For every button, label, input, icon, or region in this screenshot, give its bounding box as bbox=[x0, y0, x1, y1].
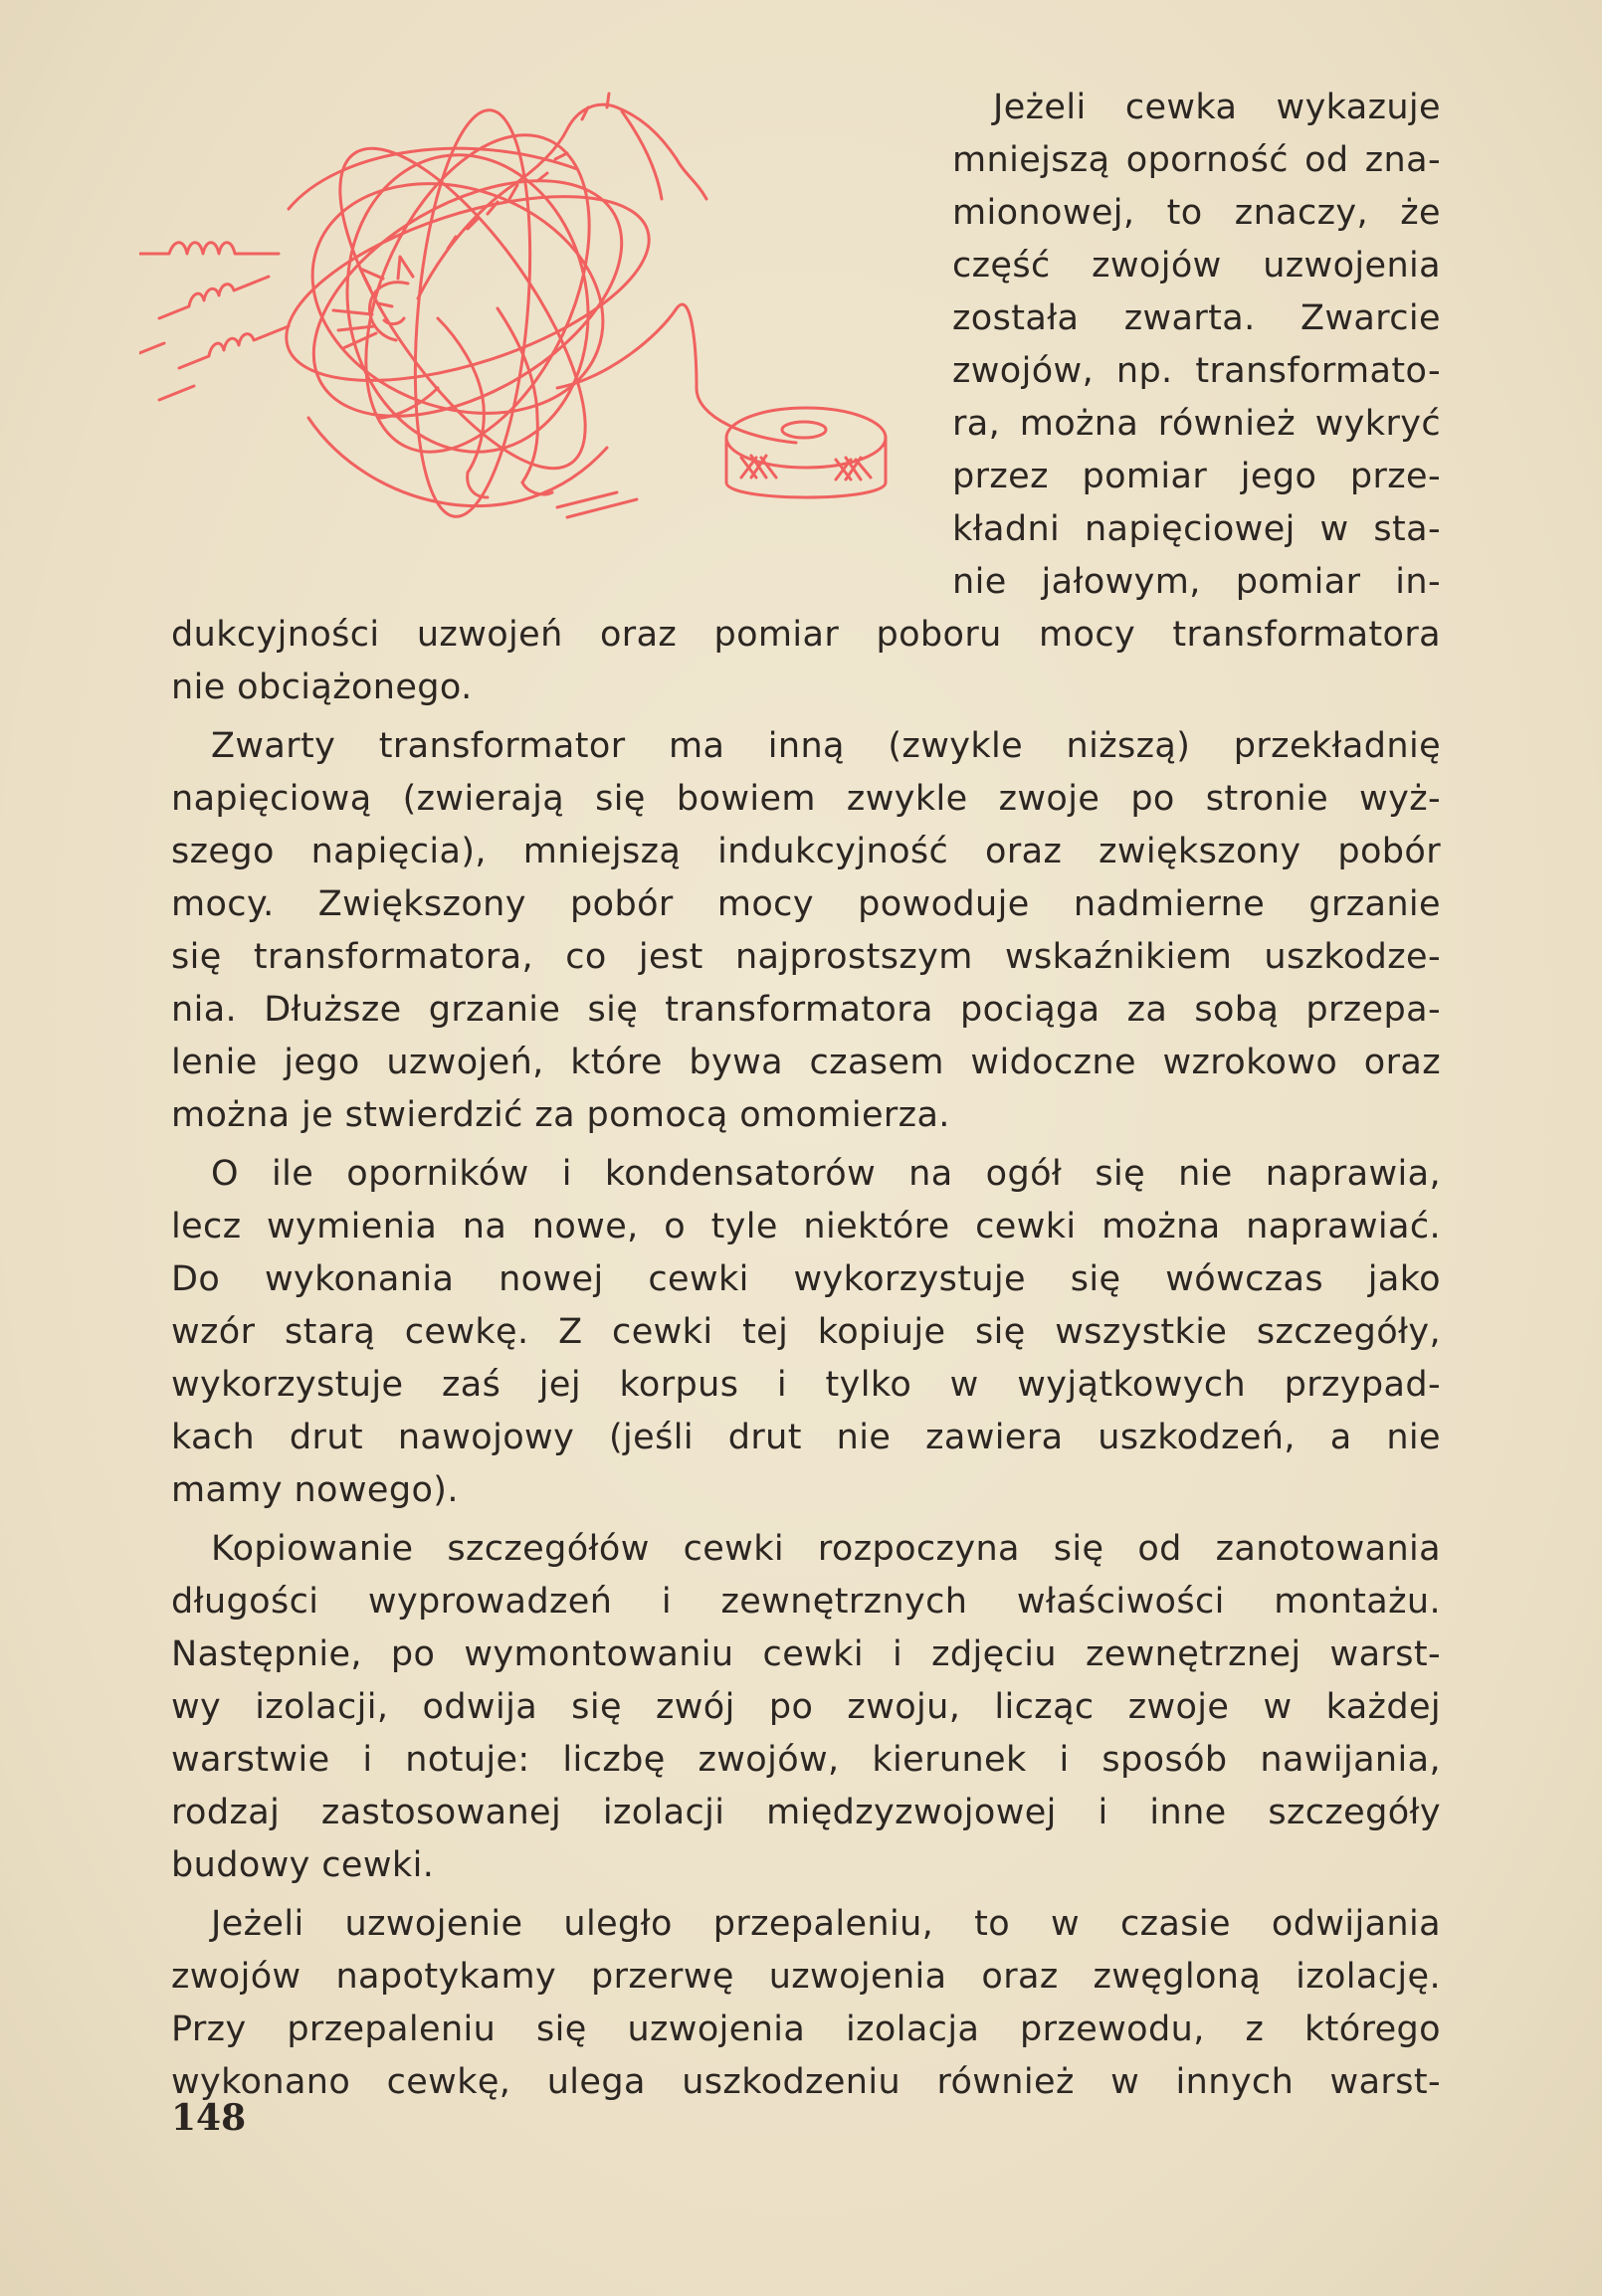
text-line: lecz wymienia na nowe, o tyle niektóre cewki można naprawiać. bbox=[171, 1207, 1441, 1246]
text-line: została zwarta. Zwarcie bbox=[952, 298, 1441, 338]
text-line: przez pomiar jego prze- bbox=[952, 457, 1441, 496]
text-line: nia. Dłuższe grzanie się transformatora pociąga za sobą przepa- bbox=[171, 990, 1441, 1030]
text-line: Zwarty transformator ma inną (zwykle niższą) przekładnię bbox=[211, 726, 1441, 766]
cat-with-coil-icon bbox=[139, 90, 935, 607]
text-line: kach drut nawojowy (jeśli drut nie zawiera uszkodzeń, a nie bbox=[171, 1418, 1441, 1457]
text-line: Przy przepaleniu się uzwojenia izolacja przewodu, z którego bbox=[171, 2009, 1441, 2049]
text-line: lenie jego uzwojeń, które bywa czasem widoczne wzrokowo oraz bbox=[171, 1043, 1441, 1082]
text-line: budowy cewki. bbox=[171, 1845, 435, 1885]
text-line: wy izolacji, odwija się zwój po zwoju, licząc zwoje w każdej bbox=[171, 1687, 1441, 1727]
text-line: mionowej, to znaczy, że bbox=[952, 193, 1441, 233]
text-line: Kopiowanie szczegółów cewki rozpoczyna się od zanotowania bbox=[211, 1529, 1441, 1569]
text-line: Do wykonania nowej cewki wykorzystuje się wówczas jako bbox=[171, 1259, 1441, 1299]
text-line: napięciową (zwierają się bowiem zwykle zwoje po stronie wyż- bbox=[171, 779, 1441, 819]
text-line: część zwojów uzwojenia bbox=[952, 246, 1441, 286]
text-line: Jeżeli uzwojenie uległo przepaleniu, to w czasie odwijania bbox=[211, 1904, 1441, 1944]
text-line: wzór starą cewkę. Z cewki tej kopiuje się wszystkie szczegóły, bbox=[171, 1312, 1441, 1352]
text-line: nie jałowym, pomiar in- bbox=[952, 562, 1441, 602]
text-line: wykonano cewkę, ulega uszkodzeniu również w innych warst- bbox=[171, 2062, 1441, 2102]
text-line: mocy. Zwiększony pobór mocy powoduje nadmierne grzanie bbox=[171, 884, 1441, 924]
text-line: warstwie i notuje: liczbę zwojów, kierunek i sposób nawijania, bbox=[171, 1740, 1441, 1780]
page-number: 148 bbox=[171, 2097, 247, 2139]
text-line: się transformatora, co jest najprostszym wskaźnikiem uszkodze- bbox=[171, 937, 1441, 977]
text-line: dukcyjności uzwojeń oraz pomiar poboru mocy transformatora bbox=[171, 615, 1441, 655]
text-line: można je stwierdzić za pomocą omomierza. bbox=[171, 1095, 950, 1135]
text-line: mniejszą oporność od zna- bbox=[952, 140, 1441, 180]
text-line: rodzaj zastosowanej izolacji międzyzwojowej i inne szczegóły bbox=[171, 1793, 1441, 1832]
text-line: mamy nowego). bbox=[171, 1470, 459, 1510]
text-line: długości wyprowadzeń i zewnętrznych właściwości montażu. bbox=[171, 1582, 1441, 1622]
text-line: zwojów napotykamy przerwę uzwojenia oraz zwęgloną izolację. bbox=[171, 1957, 1441, 1997]
text-line: Jeżeli cewka wykazuje bbox=[993, 88, 1441, 127]
text-line: kładni napięciowej w sta- bbox=[952, 509, 1441, 549]
text-line: szego napięcia), mniejszą indukcyjność oraz zwiększony pobór bbox=[171, 832, 1441, 871]
text-line: O ile oporników i kondensatorów na ogół się nie naprawia, bbox=[211, 1154, 1441, 1194]
text-line: ra, można również wykryć bbox=[952, 404, 1441, 444]
text-line: nie obciążonego. bbox=[171, 668, 473, 707]
text-line: wykorzystuje zaś jej korpus i tylko w wyjątkowych przypad- bbox=[171, 1365, 1441, 1405]
text-line: zwojów, np. transformato- bbox=[952, 351, 1441, 391]
text-line: Następnie, po wymontowaniu cewki i zdjęciu zewnętrznej warst- bbox=[171, 1634, 1441, 1674]
